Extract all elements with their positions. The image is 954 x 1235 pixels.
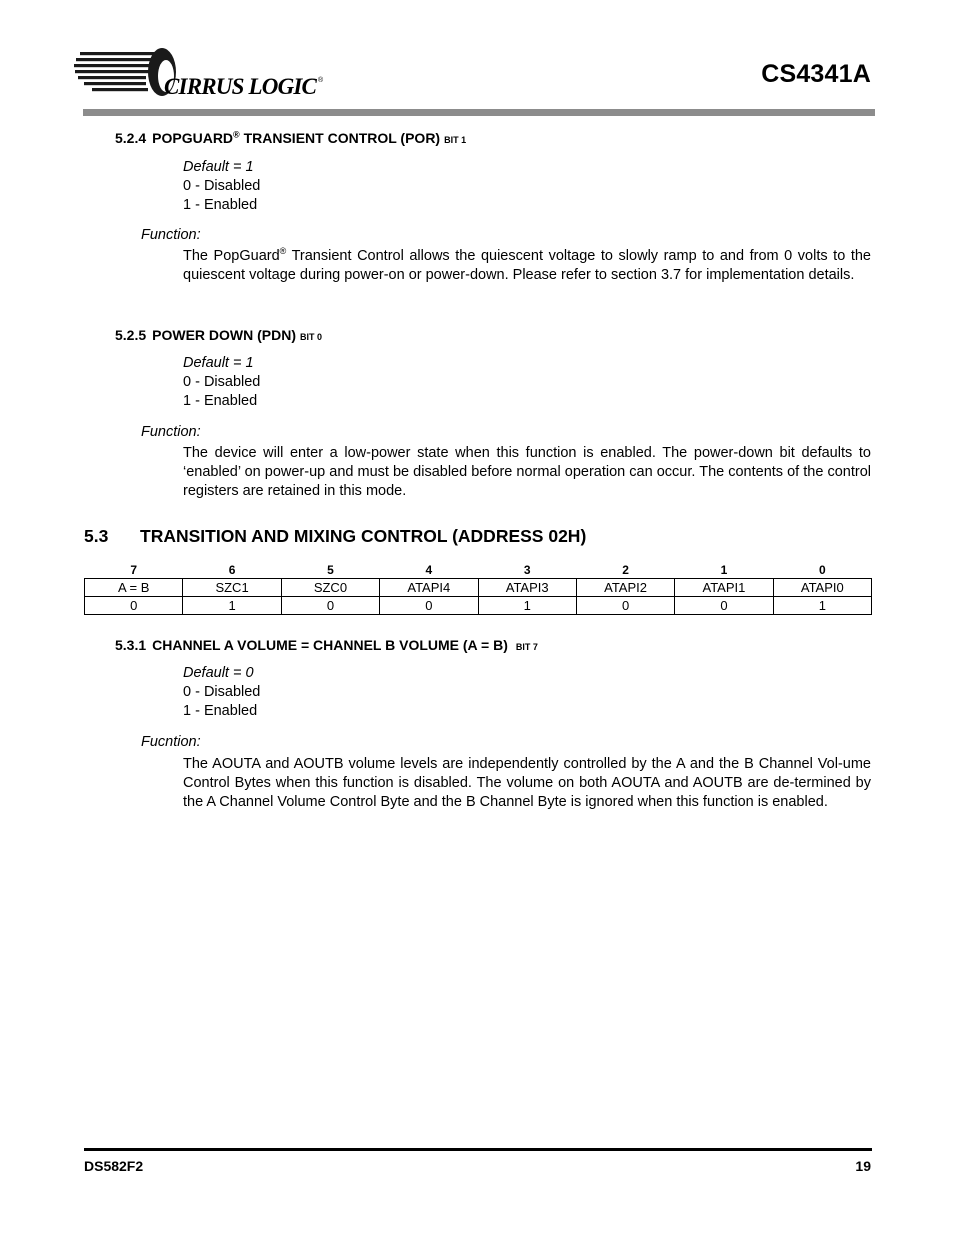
bit-default: 1: [773, 597, 871, 615]
bit-name: ATAPI1: [675, 579, 773, 597]
default-value: Default = 0: [183, 665, 254, 681]
bit-name: A = B: [85, 579, 183, 597]
footer-rule: [84, 1148, 872, 1151]
text-part-a: The PopGuard: [183, 248, 280, 264]
default-value: Default = 1: [183, 159, 254, 175]
options-531: [183, 664, 260, 720]
section-heading-525: [115, 327, 322, 343]
bit-number-row: [85, 561, 872, 579]
options-524: [183, 158, 260, 214]
section-heading-531: [115, 637, 538, 653]
section-number: 5.3.1: [115, 637, 147, 653]
bit-label: BIT 1: [444, 135, 467, 145]
section-number: 5.3: [84, 526, 109, 546]
section-title: POWER DOWN (PDN): [152, 327, 297, 343]
options-525: [183, 354, 260, 410]
bit-default: 0: [576, 597, 674, 615]
function-label: Fucntion:: [141, 734, 201, 750]
section-heading-524: [115, 130, 466, 146]
function-description-524: [183, 247, 871, 285]
bit-number: 2: [622, 562, 629, 577]
section-title-b: TRANSIENT CONTROL (POR): [239, 130, 441, 146]
section-title-a: POPGUARD: [152, 130, 234, 146]
function-description-525: The device will enter a low-power state when this function is enabled. The power-down bit defaults to ‘enabled’ on power-up and must be disabled before normal operation can occur. The contents of the control registers are retained in this mode.: [183, 445, 871, 499]
bit-default-row: [85, 597, 872, 615]
bit-default: 0: [380, 597, 478, 615]
footer-doc-number: DS582F2: [84, 1158, 144, 1174]
bit-label: BIT 0: [300, 332, 323, 342]
bit-default: 0: [85, 597, 183, 615]
bit-name: ATAPI0: [773, 579, 871, 597]
bit-default: 1: [478, 597, 576, 615]
option-enabled: 1 - Enabled: [183, 392, 258, 409]
function-label: Function:: [141, 424, 201, 440]
section-number: 5.2.4: [115, 130, 147, 146]
bit-name: ATAPI2: [576, 579, 674, 597]
section-title: TRANSITION AND MIXING CONTROL (ADDRESS 02H): [140, 526, 587, 546]
option-disabled: 0 - Disabled: [183, 177, 261, 194]
logo-wordmark: CIRRUS LOGIC: [164, 74, 317, 99]
text-part-b: Transient Control allows the quiescent voltage to slowly ramp to and from 0 volts to the quiescent voltage during power-on or power-down. Please refer to section 3.7 for implementation details.: [183, 248, 871, 283]
option-disabled: 0 - Disabled: [183, 373, 261, 390]
option-enabled: 1 - Enabled: [183, 702, 258, 719]
header-rule: [83, 109, 875, 116]
bit-name: ATAPI3: [478, 579, 576, 597]
bit-default: 0: [675, 597, 773, 615]
option-enabled: 1 - Enabled: [183, 196, 258, 213]
bit-default: 1: [183, 597, 281, 615]
bit-number: 4: [425, 562, 433, 577]
bit-name: SZC0: [281, 579, 379, 597]
bit-number: 5: [327, 562, 334, 577]
registered-mark: ®: [233, 129, 240, 140]
default-value: Default = 1: [183, 355, 254, 371]
bit-number: 6: [228, 562, 236, 577]
bit-number: 1: [720, 562, 728, 577]
bit-number: 0: [818, 562, 826, 577]
logo-registered-mark: ®: [318, 77, 324, 84]
option-disabled: 0 - Disabled: [183, 683, 261, 700]
bit-default: 0: [281, 597, 379, 615]
footer-page-number: 19: [855, 1158, 871, 1174]
bit-label: BIT 7: [515, 642, 538, 652]
section-title: CHANNEL A VOLUME = CHANNEL B VOLUME (A = B): [152, 637, 508, 653]
cirrus-logic-logo: [74, 44, 334, 102]
registered-mark: ®: [279, 246, 287, 257]
bit-number: 7: [130, 562, 138, 577]
register-table: [84, 561, 872, 615]
document-id: CS4341A: [761, 60, 871, 88]
function-label: Function:: [141, 227, 201, 243]
section-number: 5.2.5: [115, 327, 147, 343]
function-description-531: The AOUTA and AOUTB volume levels are independently controlled by the A and the B Channel Vol-ume Control Bytes when this function is disabled. The volume on both AOUTA and AOUTB are de-termined by the A Channel Volume Control Byte and the B Channel Byte is ignored when this function is enabled.: [183, 756, 871, 810]
bit-name: ATAPI4: [380, 579, 478, 597]
bit-name-row: [85, 579, 872, 597]
bit-number: 3: [523, 562, 531, 577]
section-heading-53: [84, 526, 586, 547]
bit-name: SZC1: [183, 579, 281, 597]
